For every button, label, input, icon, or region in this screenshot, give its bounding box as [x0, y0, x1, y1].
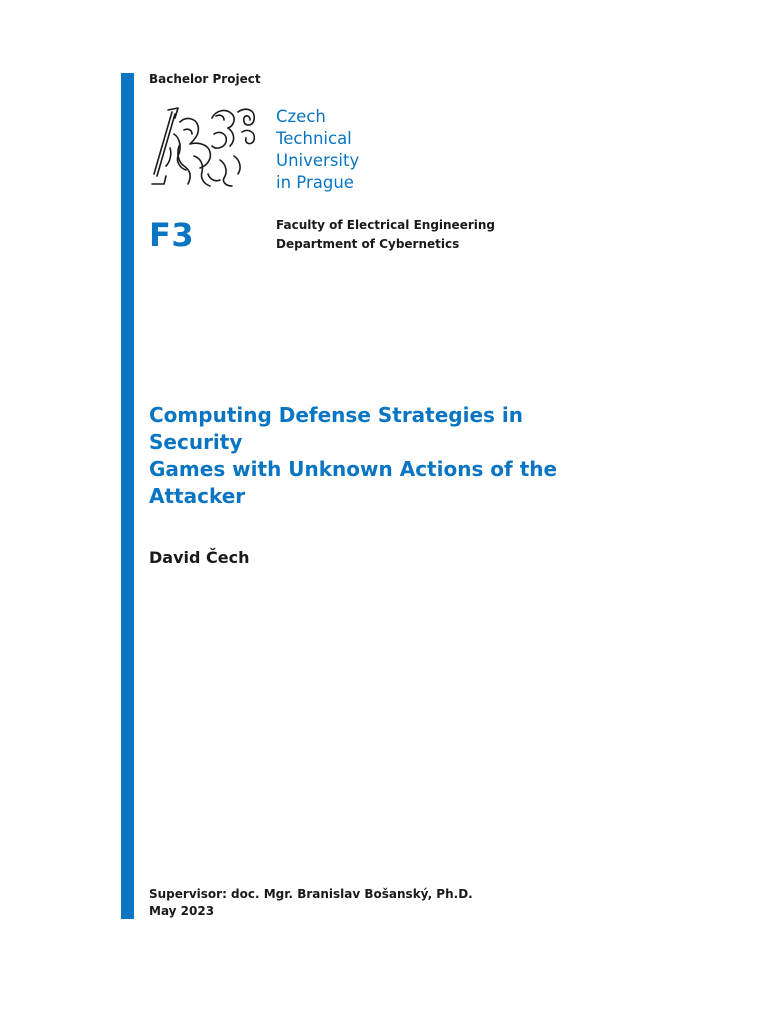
university-name — [276, 106, 359, 194]
submission-date: May 2023 — [149, 904, 215, 918]
university-name-line: Technical — [276, 129, 352, 148]
accent-side-bar — [121, 73, 134, 919]
thesis-title-line: Games with Unknown Actions of the — [149, 457, 558, 481]
author-name: David Čech — [149, 548, 250, 567]
thesis-title-line: Attacker — [149, 484, 246, 508]
bottom-info — [149, 886, 473, 920]
ctu-lion-logo-icon — [150, 104, 262, 190]
thesis-title-line: Computing Defense Strategies in Security — [149, 403, 523, 454]
university-name-line: in Prague — [276, 173, 354, 192]
faculty-code: F3 — [149, 216, 195, 254]
supervisor-line: Supervisor: doc. Mgr. Branislav Bošanský, Ph.D. — [149, 887, 473, 901]
document-type-label: Bachelor Project — [149, 72, 261, 86]
university-name-line: University — [276, 151, 360, 170]
faculty-name: Faculty of Electrical Engineering — [276, 218, 495, 232]
university-name-line: Czech — [276, 107, 326, 126]
faculty-info — [276, 216, 495, 254]
thesis-title — [149, 402, 619, 510]
department-name: Department of Cybernetics — [276, 237, 460, 251]
